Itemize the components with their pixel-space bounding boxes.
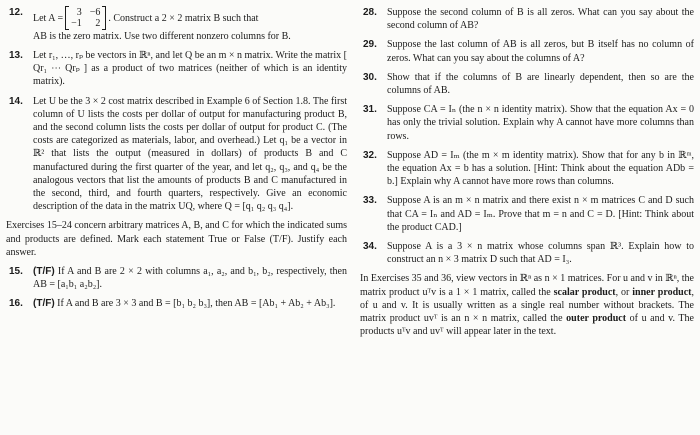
exercise-33 [360, 194, 694, 234]
exercise-text: If A and B are 2 × 2 with columns a₁, a₂, and b₁, b₂, respectively, then AB = [a₁b₁ a₂b₂]. [33, 266, 347, 291]
right-bracket [102, 6, 106, 30]
exercise-continuation: AB is the zero matrix. Use two different nonzero columns for B. [33, 31, 291, 42]
intro-text: of u and v. The products uᵀv and uvᵀ will appear later in the text. [360, 313, 694, 338]
exercise-text: If A and B are 3 × 3 and B = [b₁ b₂ b₃], then AB = [Ab₁ + Ab₂ + Ab₃]. [57, 298, 336, 310]
intro-text: , or [615, 286, 633, 298]
exercise-number: 15. [9, 266, 23, 278]
exercise-lead: Let A = [33, 12, 64, 24]
term-scalar-product: scalar product [553, 286, 616, 298]
intro-text: , of u and v. It is usually written as a single real number without brackets. The matrix product uvᵀ is an n × n matrix, called the [360, 286, 694, 325]
exercise-28 [360, 6, 694, 32]
exercise-text: Suppose AD = Iₘ (the m × m identity matrix). Show that for any b in ℝᵐ, the equation Ax = b has a solution. [Hint: Think about the equation ADb = b.] Explain why A cannot have more rows than columns. [387, 149, 694, 188]
exercise-12 [6, 6, 347, 43]
exercise-34 [360, 240, 694, 266]
exercise-29 [360, 38, 694, 64]
exercise-number: 16. [9, 298, 23, 310]
exercise-text: Let r₁, …, rₚ be vectors in ℝⁿ, and let Q be an m × n matrix. Write the matrix [ Qr₁ ⋯ Qrₚ ] as a product of two matrices (neither of which is an identity matrix). [33, 50, 347, 88]
matrix-entry: 2 [95, 18, 101, 29]
term-inner-product: inner product [632, 286, 692, 298]
exercise-text: Let U be the 3 × 2 cost matrix described in Example 6 of Section 1.8. The first column of U lists the costs per dollar of output for manufacturing product B, and the second column lists the costs per dollar of output for product C. (The costs are categorized as materials, labor, and overhead.) Let q₁ be a vector in ℝ² that lists the output (measured in dollars) of products B and C manufactured during the first quarter of the year, and let q₂, q₃, and q₄ be the analogous vectors that list the amounts of products B and C manufactured in the second, third, and fourth quarters, respectively. Give an economic description of the data in the matrix UQ, where Q = [q₁ q₂ q₃ q₄]. [33, 95, 347, 213]
exercise-number: 28. [363, 7, 377, 18]
exercise-text: Suppose A is a 3 × n matrix whose columns span ℝ³. Explain how to construct an n × 3 matrix D such that AD = I₃. [387, 241, 694, 266]
exercise-number: 29. [363, 39, 377, 51]
exercise-13 [6, 49, 347, 89]
exercise-number: 30. [363, 71, 377, 83]
exercise-16 [6, 297, 347, 310]
exercise-number: 12. [9, 7, 23, 18]
exercise-number: 33. [363, 195, 377, 207]
matrix-entry: 3 [76, 7, 82, 18]
true-false-tag: (T/F) [33, 266, 55, 278]
term-outer-product: outer product [566, 313, 627, 325]
exercise-14 [6, 95, 347, 214]
matrix-entry: −6 [89, 7, 101, 18]
right-column [360, 6, 694, 344]
matrix-a [65, 6, 106, 30]
exercise-number: 32. [363, 149, 377, 161]
exercise-text: Suppose A is an m × n matrix and there exist n × m matrices C and D such that CA = Iₙ and AD = Iₘ. Prove that m = n and C = D. [Hint: Think about the product CAD.] [387, 195, 694, 233]
intro-text: In Exercises 35 and 36, view vectors in ℝⁿ as n × 1 matrices. For u and v in ℝⁿ, the matrix product uᵀv is a 1 × 1 matrix, called the [360, 273, 694, 298]
exercise-text [33, 6, 347, 43]
true-false-tag: (T/F) [33, 298, 55, 310]
exercises-35-36-intro [360, 272, 694, 338]
exercise-text: Suppose CA = Iₙ (the n × n identity matrix). Show that the equation Ax = 0 has only the trivial solution. Explain why A cannot have more columns than rows. [387, 104, 694, 142]
exercise-number: 13. [9, 50, 23, 61]
exercise-30 [360, 71, 694, 97]
exercise-15 [6, 265, 347, 291]
exercise-31 [360, 103, 694, 143]
left-column [6, 6, 347, 317]
exercise-text: Suppose the last column of AB is all zeros, but B itself has no column of zeros. What can you say about the columns of A? [387, 39, 694, 64]
exercise-text: Show that if the columns of B are linearly dependent, then so are the columns of AB. [387, 71, 694, 97]
exercise-number: 34. [363, 241, 377, 253]
matrix-entry: −1 [71, 18, 82, 29]
exercise-text: Suppose the second column of B is all zeros. What can you say about the second column of AB? [387, 7, 694, 32]
exercise-number: 14. [9, 95, 23, 107]
exercise-rest: . Construct a 2 × 2 matrix B such that [108, 12, 259, 24]
exercises-intro: Exercises 15–24 concern arbitrary matrices A, B, and C for which the indicated sums and products are defined. Mark each statement True or False (T/F). Justify each answer. [6, 220, 347, 258]
exercise-32 [360, 149, 694, 189]
exercise-number: 31. [363, 104, 377, 116]
